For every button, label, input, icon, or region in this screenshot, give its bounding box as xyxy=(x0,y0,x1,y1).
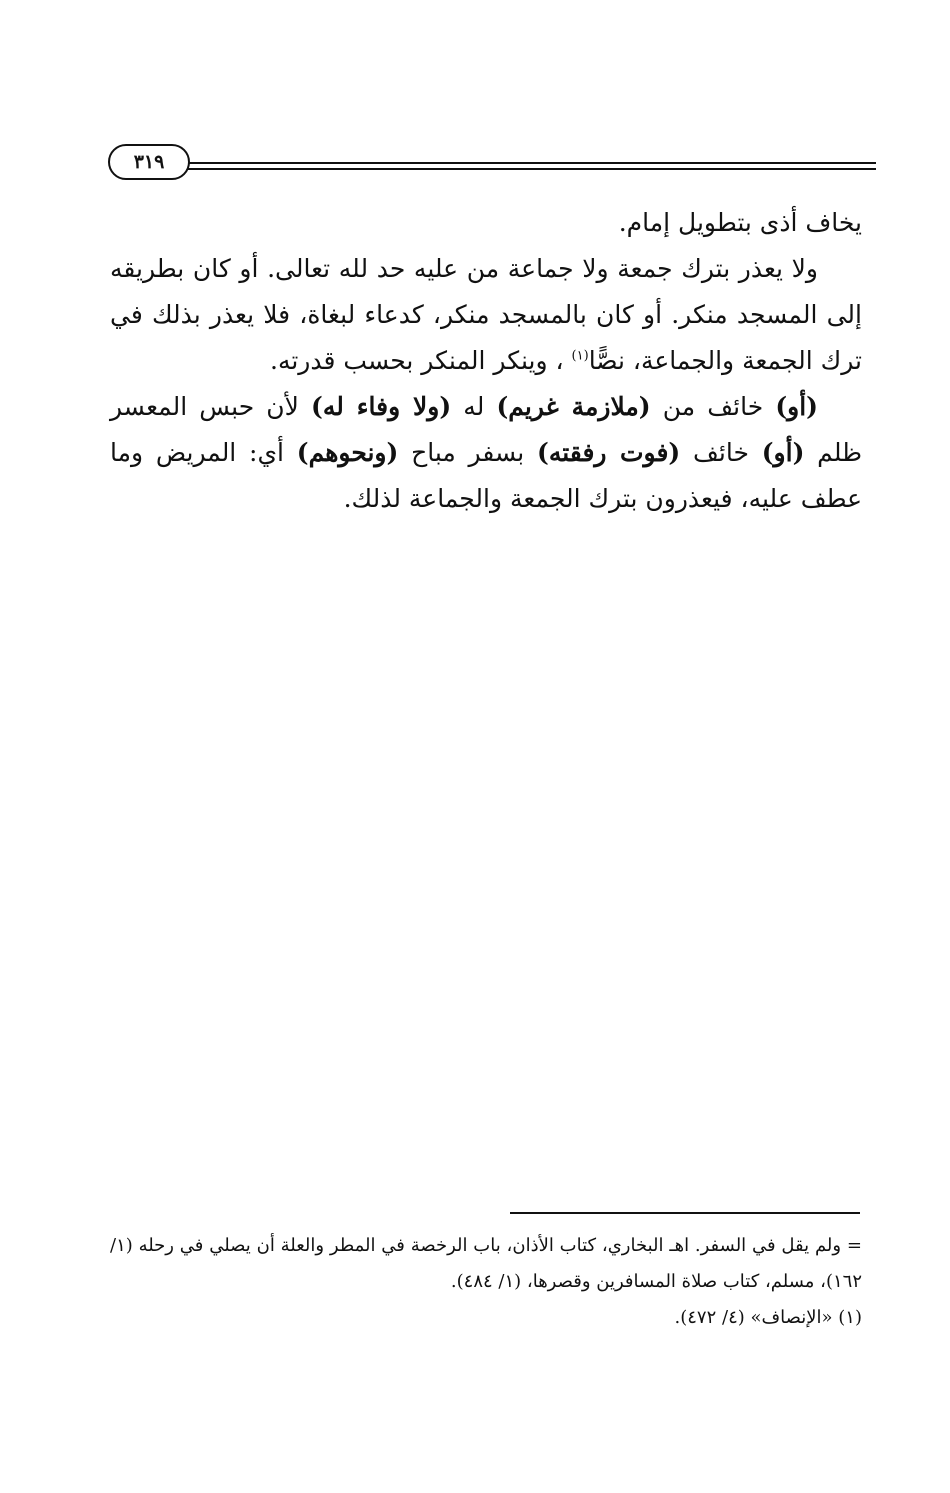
footnote-separator xyxy=(510,1212,860,1214)
matn-phrase: (فوت رفقته) xyxy=(537,438,681,467)
sharh-text: خائف من xyxy=(650,392,776,421)
header-rule xyxy=(178,162,876,170)
matn-phrase: (أو) xyxy=(775,392,818,421)
matn-phrase: (ونحوهم) xyxy=(296,438,399,467)
sharh-text: بسفر مباح xyxy=(398,438,538,467)
paragraph-1: يخاف أذى بتطويل إمام. xyxy=(618,208,862,237)
sharh-text: خائف xyxy=(680,438,762,467)
matn-phrase: (أو) xyxy=(761,438,805,467)
sharh-text: لأن حبس المعسر ظلم xyxy=(110,392,862,467)
matn-phrase: (ملازمة غريم) xyxy=(496,392,651,421)
footnote-ref-1[interactable]: (١) xyxy=(571,348,589,364)
footnote-continuation: = ولم يقل في السفر. اهـ البخاري، كتاب الأذان، باب الرخصة في المطر والعلة أن يصلي في رحله (١/ ١٦٢)، مسلم، كتاب صلاة المسافرين وقصرها، (١/ ٤٨٤). xyxy=(110,1235,862,1292)
matn-phrase: (ولا وفاء له) xyxy=(311,392,452,421)
sharh-text: أي: المريض وما عطف عليه، فيعذرون بترك الجمعة والجماعة لذلك. xyxy=(110,438,862,513)
paragraph-2-text: ولا يعذر بترك جمعة ولا جماعة من عليه حد لله تعالى. أو كان بطريقه إلى المسجد منكر. أو كان بالمسجد منكر، كدعاء لبغاة، فلا يعذر بذلك في ترك الجمعة والجماعة، نصًّا xyxy=(110,254,862,375)
paragraph-3 xyxy=(110,384,862,522)
paragraph-2-end: ، وينكر المنكر بحسب قدرته. xyxy=(270,346,572,375)
sharh-text: له xyxy=(451,392,497,421)
paragraph-2 xyxy=(110,246,862,384)
main-text xyxy=(110,200,862,522)
footnotes xyxy=(110,1228,862,1336)
page-number: ٣١٩ xyxy=(108,144,190,180)
page-header xyxy=(108,144,876,184)
footnote-1: (١) «الإنصاف» (٤/ ٤٧٢). xyxy=(674,1307,862,1328)
